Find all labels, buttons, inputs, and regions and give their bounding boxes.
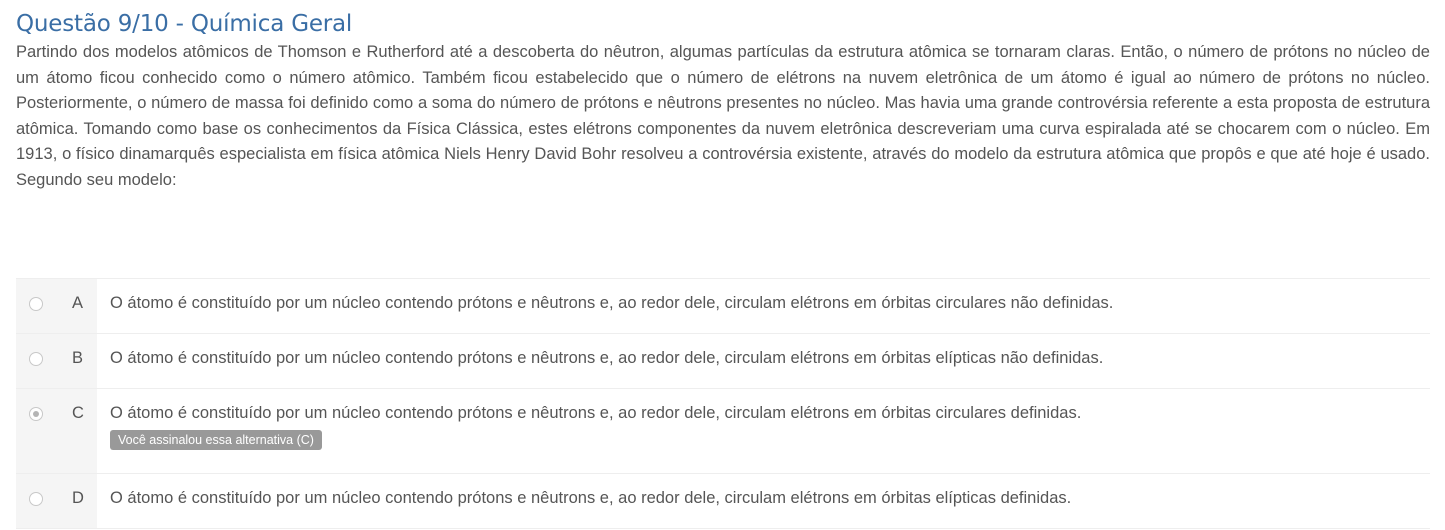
alternative-a-content[interactable] <box>97 279 1430 333</box>
alternative-a-text: O átomo é constituído por um núcleo contendo prótons e nêutrons e, ao redor dele, circulam elétrons em órbitas circulares não definidas. <box>110 294 1114 312</box>
alternative-d-letter: D <box>72 489 84 507</box>
alternative-d-content[interactable] <box>97 474 1430 528</box>
alternative-a-letter: A <box>72 294 84 312</box>
alternative-a-radio[interactable] <box>29 297 43 311</box>
alternative-c-letter: C <box>72 404 84 422</box>
alternative-d[interactable] <box>16 474 1430 529</box>
alternative-c-selector[interactable] <box>16 389 97 473</box>
alternatives-list <box>16 278 1430 529</box>
question-title: Questão 9/10 - Química Geral <box>16 11 353 37</box>
alternative-d-selector[interactable] <box>16 474 97 528</box>
alternative-c[interactable] <box>16 389 1430 474</box>
alternative-b-selector[interactable] <box>16 334 97 388</box>
alternative-b-radio[interactable] <box>29 352 43 366</box>
alternative-b[interactable] <box>16 334 1430 389</box>
selected-answer-badge: Você assinalou essa alternativa (C) <box>110 430 322 450</box>
alternative-d-text: O átomo é constituído por um núcleo contendo prótons e nêutrons e, ao redor dele, circulam elétrons em órbitas elípticas definidas. <box>110 489 1072 507</box>
alternative-d-radio[interactable] <box>29 492 43 506</box>
alternative-b-text: O átomo é constituído por um núcleo contendo prótons e nêutrons e, ao redor dele, circulam elétrons em órbitas elípticas não definidas. <box>110 349 1104 367</box>
alternative-c-text: O átomo é constituído por um núcleo contendo prótons e nêutrons e, ao redor dele, circulam elétrons em órbitas circulares definidas. <box>110 404 1082 422</box>
alternative-b-letter: B <box>72 349 84 367</box>
alternative-c-radio[interactable] <box>29 407 43 421</box>
alternative-b-content[interactable] <box>97 334 1430 388</box>
question-text: Partindo dos modelos atômicos de Thomson e Rutherford até a descoberta do nêutron, algumas partículas da estrutura atômica se tornaram claras. Então, o número de prótons no núcleo de um átomo ficou conhecido como o número atômico. Também ficou estabelecido que o número de elétrons na nuvem eletrônica de um átomo é igual ao número de prótons no núcleo. Posteriormente, o número de massa foi definido como a soma do número de prótons e nêutrons presentes no núcleo. Mas havia uma grande controvérsia referente a esta proposta de estrutura atômica. Tomando como base os conhecimentos da Física Clássica, estes elétrons componentes da nuvem eletrônica descreveriam uma curva espiralada até se chocarem com o núcleo. Em 1913, o físico dinamarquês especialista em física atômica Niels Henry David Bohr resolveu a controvérsia existente, através do modelo da estrutura atômica que propôs e que até hoje é usado. Segundo seu modelo: <box>16 43 1430 189</box>
alternative-a[interactable] <box>16 279 1430 334</box>
alternative-c-content[interactable] <box>97 389 1430 473</box>
alternative-a-selector[interactable] <box>16 279 97 333</box>
